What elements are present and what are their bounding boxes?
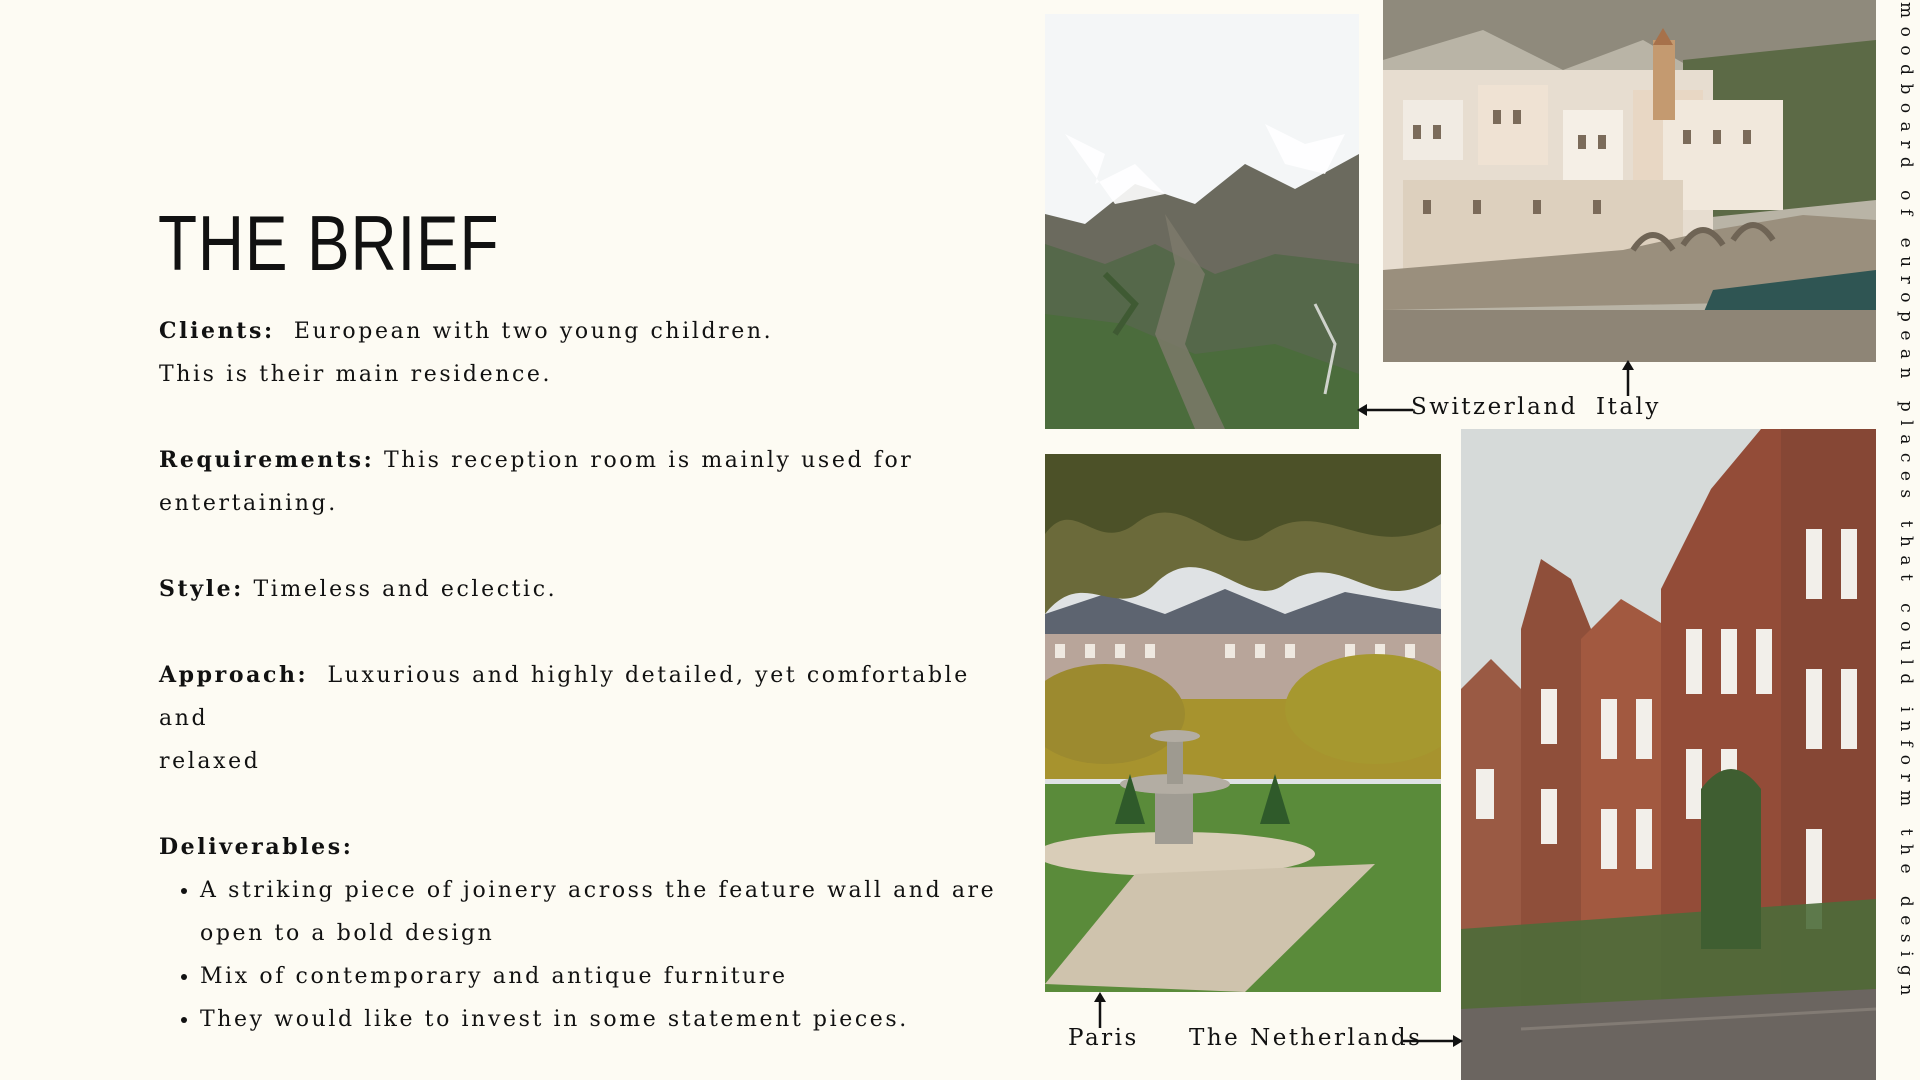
style-line <box>159 568 1019 611</box>
deliverables-line <box>159 826 1019 869</box>
netherlands-arrow-icon <box>1401 1033 1463 1049</box>
moodboard-caption: moodboard of european places that could inform the design <box>1896 2 1916 1004</box>
clients-line-2: This is their main residence. <box>159 362 553 387</box>
italy-photo <box>1383 0 1876 362</box>
requirements-text: This reception room is mainly used for entertaining. <box>159 448 914 516</box>
list-item: • They would like to invest in some statement pieces. <box>200 998 1019 1041</box>
approach-line <box>159 654 1019 740</box>
brief-text <box>159 310 1019 1041</box>
requirements-label: Requirements: <box>159 447 375 473</box>
italy-arrow-icon <box>1620 360 1636 396</box>
page-title: THE BRIEF <box>158 199 500 287</box>
paris-arrow-icon <box>1092 992 1108 1028</box>
list-item: • A striking piece of joinery across the feature wall and are open to a bold design <box>200 869 1019 955</box>
requirements-line <box>159 439 1019 525</box>
label-switzerland: Switzerland <box>1411 394 1578 420</box>
style-label: Style: <box>159 576 244 602</box>
netherlands-photo <box>1461 429 1876 1080</box>
approach-label: Approach: <box>159 662 309 688</box>
approach-line-2: relaxed <box>159 749 261 774</box>
list-item: • Mix of contemporary and antique furniture <box>200 955 1019 998</box>
label-italy: Italy <box>1596 394 1661 420</box>
label-paris: Paris <box>1068 1025 1139 1051</box>
label-netherlands: The Netherlands <box>1189 1025 1423 1051</box>
deliverables-label: Deliverables: <box>159 834 354 860</box>
deliverables-list <box>159 869 1019 1041</box>
clients-line <box>159 310 1019 353</box>
style-text: Timeless and eclectic. <box>253 577 558 602</box>
switzerland-photo <box>1045 14 1359 429</box>
clients-label: Clients: <box>159 318 275 344</box>
approach-text: Luxurious and highly detailed, yet comfortable and <box>159 663 970 731</box>
paris-photo <box>1045 454 1441 992</box>
switzerland-arrow-icon <box>1357 402 1415 418</box>
clients-text: European with two young children. <box>293 319 774 344</box>
